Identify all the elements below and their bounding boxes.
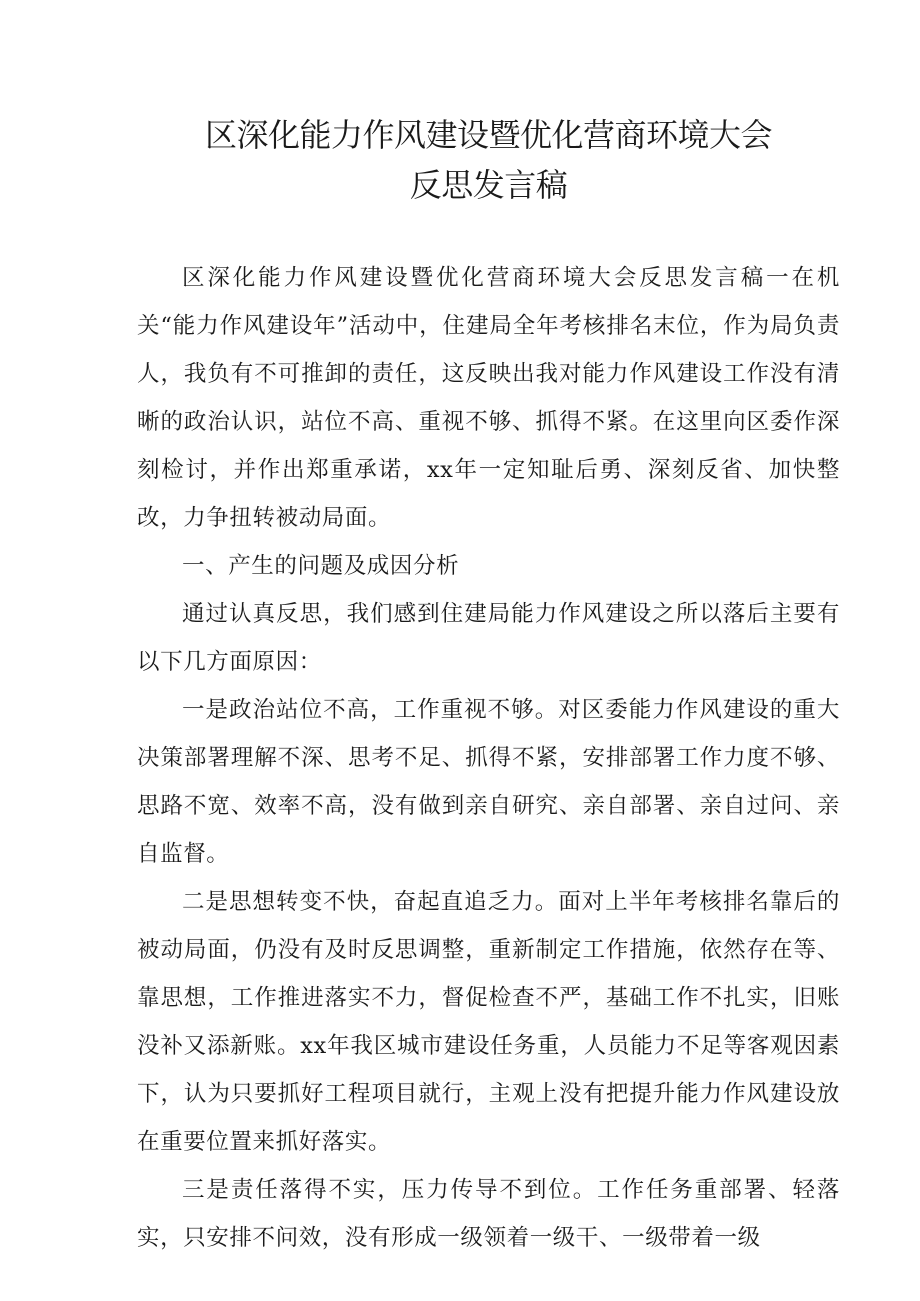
title-line-2: 反思发言稿 xyxy=(409,166,568,204)
paragraph-analysis-intro: 通过认真反思，我们感到住建局能力作风建设之所以落后主要有以下几方面原因： xyxy=(137,601,840,675)
paragraph-reason-1: 一是政治站位不高，工作重视不够。对区委能力作风建设的重大决策部署理解不深、思考不足、抓得不紧，安排部署工作力度不够、思路不宽、效率不高，没有做到亲自研究、亲自部署、亲自过问、亲自监督。 xyxy=(137,697,840,867)
title-line-1: 区深化能力作风建设暨优化营商环境大会 xyxy=(204,116,772,154)
paragraph-reason-2: 二是思想转变不快，奋起直追乏力。面对上半年考核排名靠后的被动局面，仍没有及时反思调整，重新制定工作措施，依然存在等、靠思想，工作推进落实不力，督促检查不严，基础工作不扎实，旧账没补又添新账。xx年我区城市建设任务重，人员能力不足等客观因素下，认为只要抓好工程项目就行，主观上没有把提升能力作风建设放在重要位置来抓好落实。 xyxy=(137,889,840,1155)
paragraph-intro: 区深化能力作风建设暨优化营商环境大会反思发言稿一在机关“能力作风建设年”活动中，住建局全年考核排名末位，作为局负责人，我负有不可推卸的责任，这反映出我对能力作风建设工作没有清晰的政治认识，站位不高、重视不够、抓得不紧。在这里向区委作深刻检讨，并作出郑重承诺，xx年一定知耻后勇、深刻反省、加快整改，力争扭转被动局面。 xyxy=(137,265,840,531)
document-title xyxy=(137,110,840,210)
paragraph-reason-3: 三是责任落得不实，压力传导不到位。工作任务重部署、轻落实，只安排不问效，没有形成一级领着一级干、一级带着一级 xyxy=(137,1177,840,1251)
section-heading-1: 一、产生的问题及成因分析 xyxy=(182,553,460,579)
document-body xyxy=(137,254,840,1262)
